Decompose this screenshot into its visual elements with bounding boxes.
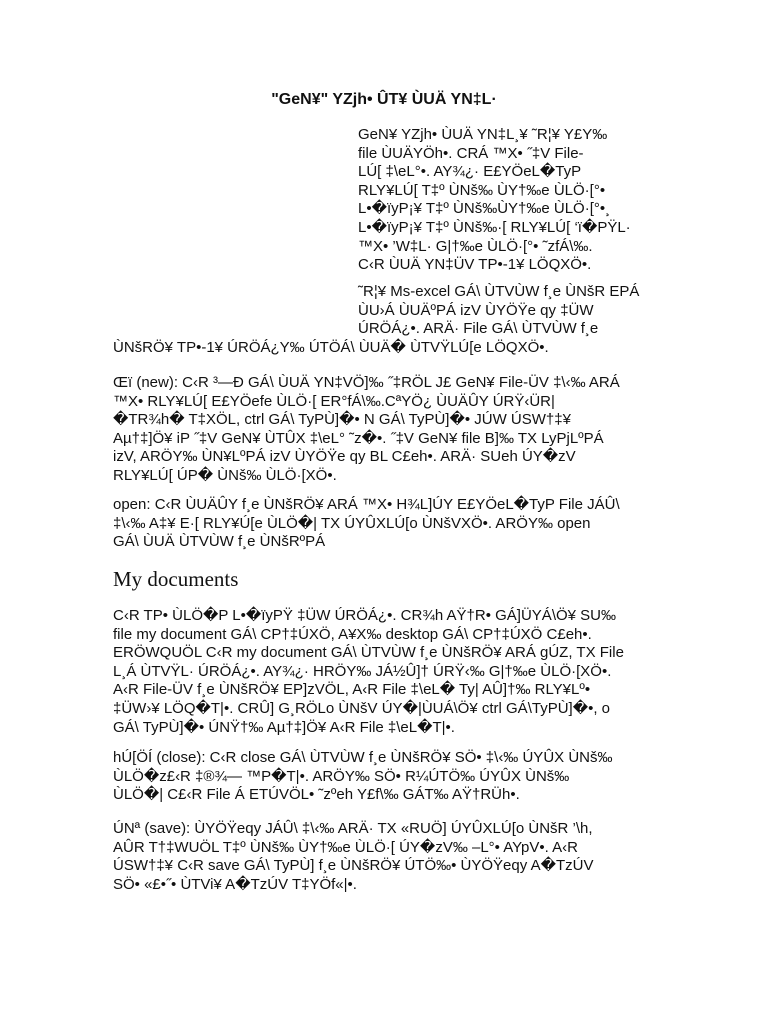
new-paragraph — [113, 374, 620, 486]
paragraph-line: ™X• RLY¥LÚ[ E£YÖefe ÙLÖ·[ ER°fÁ\‰.CªYÖ¿ ÙUÄÛY ÚRŸ‹ÜR| — [113, 392, 555, 410]
paragraph-line: file my document GÁ\ CP†‡ÚXÖ, A¥X‰ desktop GÁ\ CP†‡ÚXÖ C£eh•. — [113, 625, 592, 643]
open-paragraph — [113, 496, 620, 552]
my-documents-paragraph — [113, 607, 624, 737]
paragraph-line: GeN¥ YZjh• ÙUÄ YN‡L¸¥ ˜R¦¥ Y£Y‰ — [358, 126, 608, 143]
paragraph-line: ÙLÖ�| C£‹R File Á ETÚVÖL• ˜zºeh Y£f\‰ GÁT‰ AŸ†RÜh•. — [113, 786, 520, 804]
paragraph-line: Aµ†‡]Ö¥ iP ˝‡V GeN¥ ÙTÛX ‡\eL° ˜z�•. ˝‡V GeN¥ file B]‰ TX LyPjLºPÁ — [113, 429, 604, 447]
paragraph-line: GÁ\ ÙUÄ ÙTVÙW f¸e ÙNšRºPÁ — [113, 533, 326, 551]
intro-paragraph — [358, 126, 631, 275]
my-documents-heading: My documents — [113, 567, 239, 591]
paragraph-line: C‹R TP• ÙLÖ�P L•�ïyPŸ ‡ÜW ÚRÖÁ¿•. CR¾h AŸ†R• GÁ]ÜYÁ\Ö¥ SU‰ — [113, 607, 616, 624]
paragraph-line: ERÖWQUÖL C‹R my document GÁ\ ÙTVÙW f¸e ÙNšRÖ¥ ARÁ gÚZ, TX File — [113, 644, 624, 662]
excel-paragraph — [113, 283, 639, 357]
paragraph-line: L•�ïyP¡¥ T‡º ÙNš‰·[ RLY¥LÚ[ ‘ï�PŸL· — [358, 218, 631, 236]
paragraph-line: ÙLÖ�z£‹R ‡®¾— ™P�T|•. ARÖY‰ SÖ• R¼ÚTÖ‰ ÚYÛX ÙNš‰ — [113, 767, 570, 785]
paragraph-line: ‡ÜW›¥ LÖQ�T|•. CRÛ] G¸RÖLo ÙNšV ÚY�|ÙUÁ\Ö¥ ctrl GÁ\TyPÙ]�•, o — [113, 699, 611, 717]
paragraph-line: ÚNª (save): ÙYÖŸeqy JÁÛ\ ‡\‹‰ ARÄ· TX «RUÖ] ÚYÛXLÚ[o ÙNšR ’\h, — [113, 820, 593, 837]
paragraph-line: hÚ[ÖÍ (close): C‹R close GÁ\ ÙTVÙW f¸e ÙNšRÖ¥ SÖ• ‡\‹‰ ÚYÛX ÙNš‰ — [113, 749, 613, 766]
paragraph-line: A‹R File-ÜV f¸e ÙNšRÖ¥ EP]zVÖL, A‹R File ‡\eL� Ty| AÛ]†‰ RLY¥Lº• — [113, 681, 591, 699]
close-paragraph — [113, 749, 612, 805]
paragraph-line: ÙU›Á ÙUÄºPÁ izV ÙYÖŸe qy ‡ÜW — [358, 301, 594, 319]
paragraph-line: LÚ[ ‡\eL°•. AY¾¿· E£YÖeL�TyP — [358, 163, 582, 181]
paragraph-line: ÙNšRÖ¥ TP•-1¥ ÚRÖÁ¿Y‰ ÚTÖÁ\ ÙUÄ� ÙTVŸLÚ[e LÖQXÖ•. — [113, 338, 549, 356]
paragraph-line: izV, ARÖY‰ ÙN¥LºPÁ izV ÙYÖŸe qy BL C£eh•. ARÄ· SUeh ÚY�zV — [113, 448, 576, 466]
paragraph-line: open: C‹R ÙUÄÛY f¸e ÙNšRÖ¥ ARÁ ™X• H¾L]ÚY E£YÖeL�TyP File JÁÛ\ — [113, 496, 620, 513]
paragraph-line: file ÙUÄYÖh•. CRÁ ™X• ˝‡V File- — [358, 144, 584, 162]
paragraph-line: L¸Á ÙTVŸL· ÚRÖÁ¿•. AY¾¿· HRÖY‰ JÁ½Û]† ÚRŸ‹‰ G|†‰e ÙLÖ·[XÖ•. — [113, 662, 612, 680]
paragraph-line: SÖ• «£•˝• ÙTVi¥ A�TzÚV T‡YÖf«|•. — [113, 875, 357, 893]
paragraph-line: AÛR T†‡WUÖL T‡º ÙNš‰ ÙY†‰e ÙLÖ·[ ÚY�zV‰ –L°• AYpV•. A‹R — [113, 838, 578, 856]
paragraph-line: C‹R ÙUÄ YN‡ÜV TP•-1¥ LÖQXÖ•. — [358, 256, 592, 274]
paragraph-line: ÚRÖÁ¿•. ARÄ· File GÁ\ ÙTVÙW f¸e — [358, 320, 599, 338]
paragraph-line: L•�ïyP¡¥ T‡º ÙNš‰ÙY†‰e ÙLÖ·[°•¸ — [358, 200, 611, 218]
paragraph-line: ™X• ’W‡L· G|†‰e ÙLÖ·[°• ˜zfÁ\‰. — [358, 237, 593, 255]
paragraph-line: ÚSW†‡¥ C‹R save GÁ\ TyPÙ] f¸e ÙNšRÖ¥ ÚTÖ‰• ÙYÖŸeqy A�TzÚV — [113, 857, 594, 875]
paragraph-line: �TR¾h� T‡XÖL, ctrl GÁ\ TyPÙ]�• N GÁ\ TyPÙ]�• JÚW ÚSW†‡¥ — [113, 411, 571, 429]
paragraph-line: RLY¥LÚ[ T‡º ÙNš‰ ÙY†‰e ÙLÖ·[°• — [358, 181, 606, 199]
paragraph-line: GÁ\ TyPÙ]�• ÚNŸ†‰ Aµ†‡]Ö¥ A‹R File ‡\eL�T|•. — [113, 718, 455, 736]
paragraph-line: Œï (new): C‹R ³—Ð GÁ\ ÙUÄ YN‡VÖ]‰ ˝‡RÖL J£ GeN¥ File-ÜV ‡\‹‰ ARÁ — [113, 374, 620, 391]
paragraph-line: RLY¥LÚ[ ÚP� ÙNš‰ ÙLÖ·[XÖ•. — [113, 466, 337, 484]
paragraph-line: ‡\‹‰ A‡¥ E·[ RLY¥Ú[e ÙLÖ�| TX ÚYÛXLÚ[o ÙNšVXÖ•. ARÖY‰ open — [113, 514, 591, 532]
save-paragraph — [113, 820, 593, 894]
paragraph-line: ˜R¦¥ Ms-excel GÁ\ ÙTVÙW f¸e ÙNšR EPÁ — [358, 283, 640, 300]
document-title: "GeN¥" YZjh• ÛT¥ ÙUÄ YN‡L· — [271, 91, 497, 108]
